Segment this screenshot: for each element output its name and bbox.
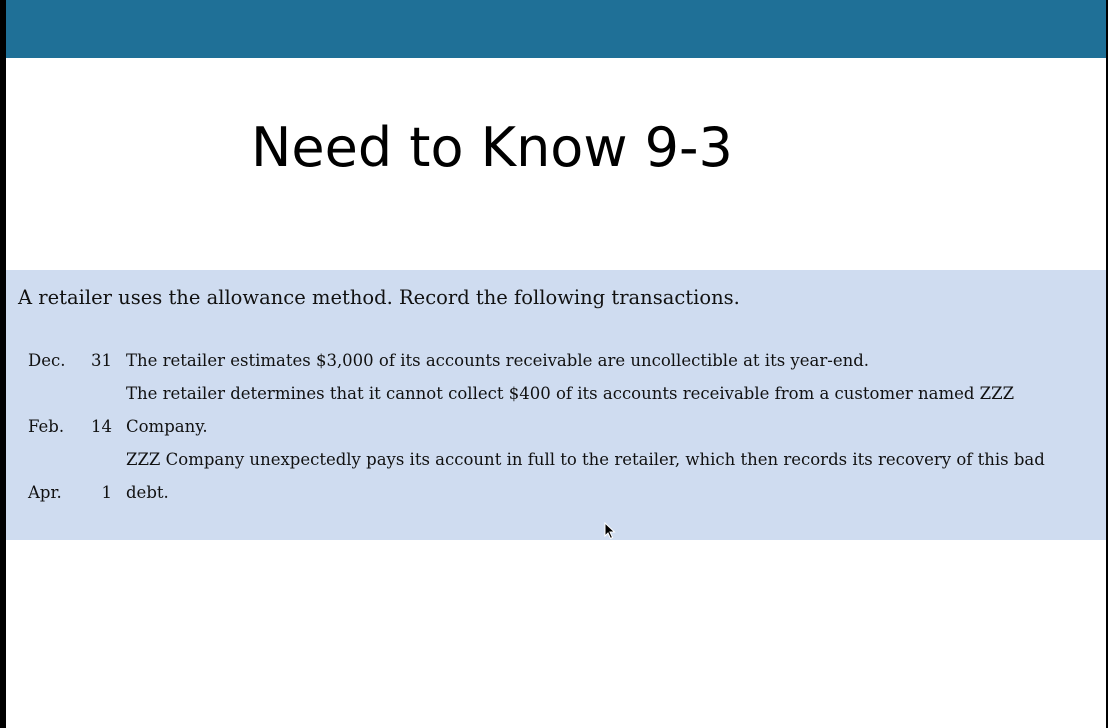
transaction-description: ZZZ Company unexpectedly pays its account in full to the retailer, which then records its recovery of this bad debt. xyxy=(126,450,1045,502)
transaction-row xyxy=(20,344,1056,377)
transaction-day: 1 xyxy=(101,483,112,502)
slide-title: Need to Know 9-3 xyxy=(251,116,733,179)
transaction-row xyxy=(20,377,1056,443)
mouse-pointer-icon xyxy=(604,522,616,540)
instructions-text: A retailer uses the allowance method. Record the following transactions. xyxy=(18,286,740,309)
transaction-day: 31 xyxy=(91,351,112,370)
transaction-row xyxy=(20,443,1056,509)
transactions-panel xyxy=(6,270,1106,540)
presentation-slide xyxy=(6,0,1106,728)
transaction-month: Dec. xyxy=(28,351,66,370)
slide-header-bar xyxy=(6,0,1106,58)
transaction-month: Apr. xyxy=(28,483,62,502)
transaction-day: 14 xyxy=(91,417,112,436)
transaction-description: The retailer determines that it cannot collect $400 of its accounts receivable from a customer named ZZZ Company. xyxy=(126,384,1015,436)
transaction-description: The retailer estimates $3,000 of its accounts receivable are uncollectible at its year-end. xyxy=(126,351,870,370)
transactions-table xyxy=(20,344,1056,509)
transaction-month: Feb. xyxy=(28,417,65,436)
